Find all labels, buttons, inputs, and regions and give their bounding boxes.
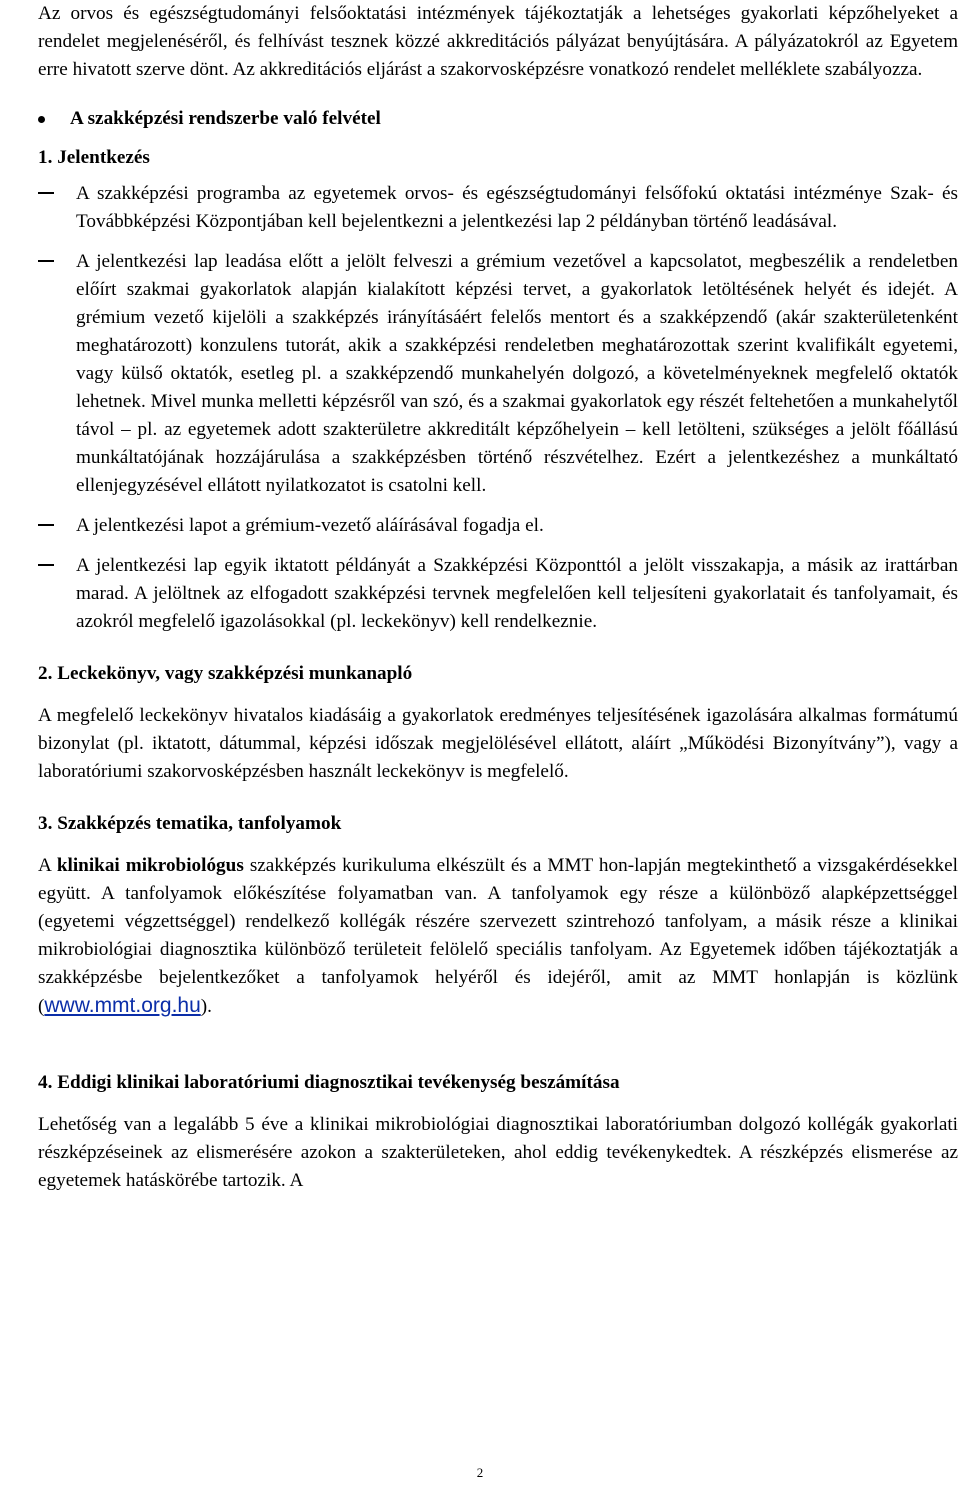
section3-body	[38, 852, 958, 1021]
dash-icon	[38, 512, 76, 540]
list-item-text: A jelentkezési lap leadása előtt a jelölt felveszi a grémium vezetővel a kapcsolatot, megbeszélik a rendeletben előírt szakmai gyakorlatok alapján kialakított képzési tervet, a gyakorlatok letöltésének helyét és idejét. A grémium vezető kijelöli a szakképzés irányításáért felelős mentort és a szakképzendő (akár szakterületenként meghatározott) konzulens tutorát, akik a szakképzési rendeletben meghatározottak szerint kvalifikált egyetemi, vagy külső oktatók, esetleg pl. a szakképzendő munkahelyén dolgozó, a követelményeknek megfelelő oktatók lehetnek. Mivel munka melletti képzésről van szó, és a szakmai gyakorlatok egy részét feltehetően a munkahelytől távol – pl. az egyetemek adott szakterületre akkreditált képzőhelyein – kell letölteni, szükséges a jelölt főállású munkáltatójának hozzájárulása a szakképzésben történő részvételhez. Ezért a jelentkezéshez a munkáltató ellenjegyzésével ellátott nyilatkozatot is csatolni kell.	[76, 251, 958, 496]
list-item	[38, 552, 958, 636]
bullet-heading-text: A szakképzési rendszerbe való felvétel	[70, 108, 381, 129]
dash-icon	[38, 248, 76, 500]
list-item	[38, 180, 958, 236]
section3-text-c: ).	[200, 996, 212, 1017]
dash-icon	[38, 552, 76, 636]
list-item	[38, 512, 958, 540]
section2-heading: 2. Leckekönyv, vagy szakképzési munkanapló	[38, 663, 413, 684]
dash-icon	[38, 180, 76, 236]
section3-text-a: A	[38, 855, 57, 876]
bullet-heading	[38, 105, 958, 133]
list-item-text: A jelentkezési lapot a grémium-vezető aláírásával fogadja el.	[76, 515, 544, 536]
list-item	[38, 248, 958, 500]
section2-body: A megfelelő leckekönyv hivatalos kiadásáig a gyakorlatok eredményes teljesítésének igazolására alkalmas formátumú bizonylat (pl. iktatott, dátummal, képzési időszak megjelölésével ellátott, aláírt „Működési Bizonyítvány”), vagy a laboratóriumi szakorvosképzésben használt leckekönyv is megfelelő.	[38, 705, 958, 782]
section1-heading: 1. Jelentkezés	[38, 147, 150, 168]
intro-paragraph: Az orvos és egészségtudományi felsőoktatási intézmények tájékoztatják a lehetséges gyakorlati képzőhelyeket a rendelet megjelenéséről, és felhívást tesznek közzé akkreditációs pályázat benyújtására. A pályázatokról az Egyetem erre hivatott szerve dönt. Az akkreditációs eljárást a szakorvosképzésre vonatkozó rendelet melléklete szabályozza.	[38, 3, 958, 80]
mmt-website-link[interactable]: www.mmt.org.hu	[44, 994, 201, 1017]
document-page	[38, 0, 958, 1195]
section3-text-b: szakképzés kurikuluma elkészült és a MMT hon-lapján megtekinthető a vizsgakérdésekkel együtt. A tanfolyamok előkészítése folyamatban van. A tanfolyamok egy része a különböző alapképzettséggel (egyetemi végzettséggel) rendelkező kollégák részére szervezett szintrehozó tanfolyam, a másik része a klinikai mikrobiológiai diagnosztika különböző területeit felölelő speciális tanfolyam. Az Egyetemek időben tájékoztatják a szakképzésbe bejelentkezőket a tanfolyamok helyéről és idejéről, amit az MMT honlapján is közlünk (	[38, 855, 958, 1017]
section3-heading: 3. Szakképzés tematika, tanfolyamok	[38, 813, 342, 834]
section4-body: Lehetőség van a legalább 5 éve a klinikai mikrobiológiai diagnosztikai laboratóriumban dolgozó kollégák gyakorlati részképzéseinek az elismerésére azokon a szakterületeken, ahol eddig tevékenykedtek. A részképzés elismerése az egyetemek hatáskörébe tartozik. A	[38, 1114, 958, 1191]
bullet-icon	[38, 116, 45, 123]
section3-bold-term: klinikai mikrobiológus	[56, 855, 244, 876]
page-number: 2	[476, 1465, 484, 1480]
section1-list	[38, 180, 958, 636]
section4-heading: 4. Eddigi klinikai laboratóriumi diagnosztikai tevékenység beszámítása	[38, 1072, 620, 1093]
list-item-text: A szakképzési programba az egyetemek orvos- és egészségtudományi felsőfokú oktatási intézménye Szak- és Továbbképzési Központjában kell bejelentkezni a jelentkezési lap 2 példányban történő leadásával.	[76, 183, 958, 232]
list-item-text: A jelentkezési lap egyik iktatott példányát a Szakképzési Központtól a jelölt visszakapja, a másik az irattárban marad. A jelöltnek az elfogadott szakképzési tervnek megfelelően kell teljesíteni gyakorlatait és tanfolyamait, és azokról megfelelő igazolásokkal (pl. leckekönyv) kell rendelkeznie.	[76, 555, 958, 632]
